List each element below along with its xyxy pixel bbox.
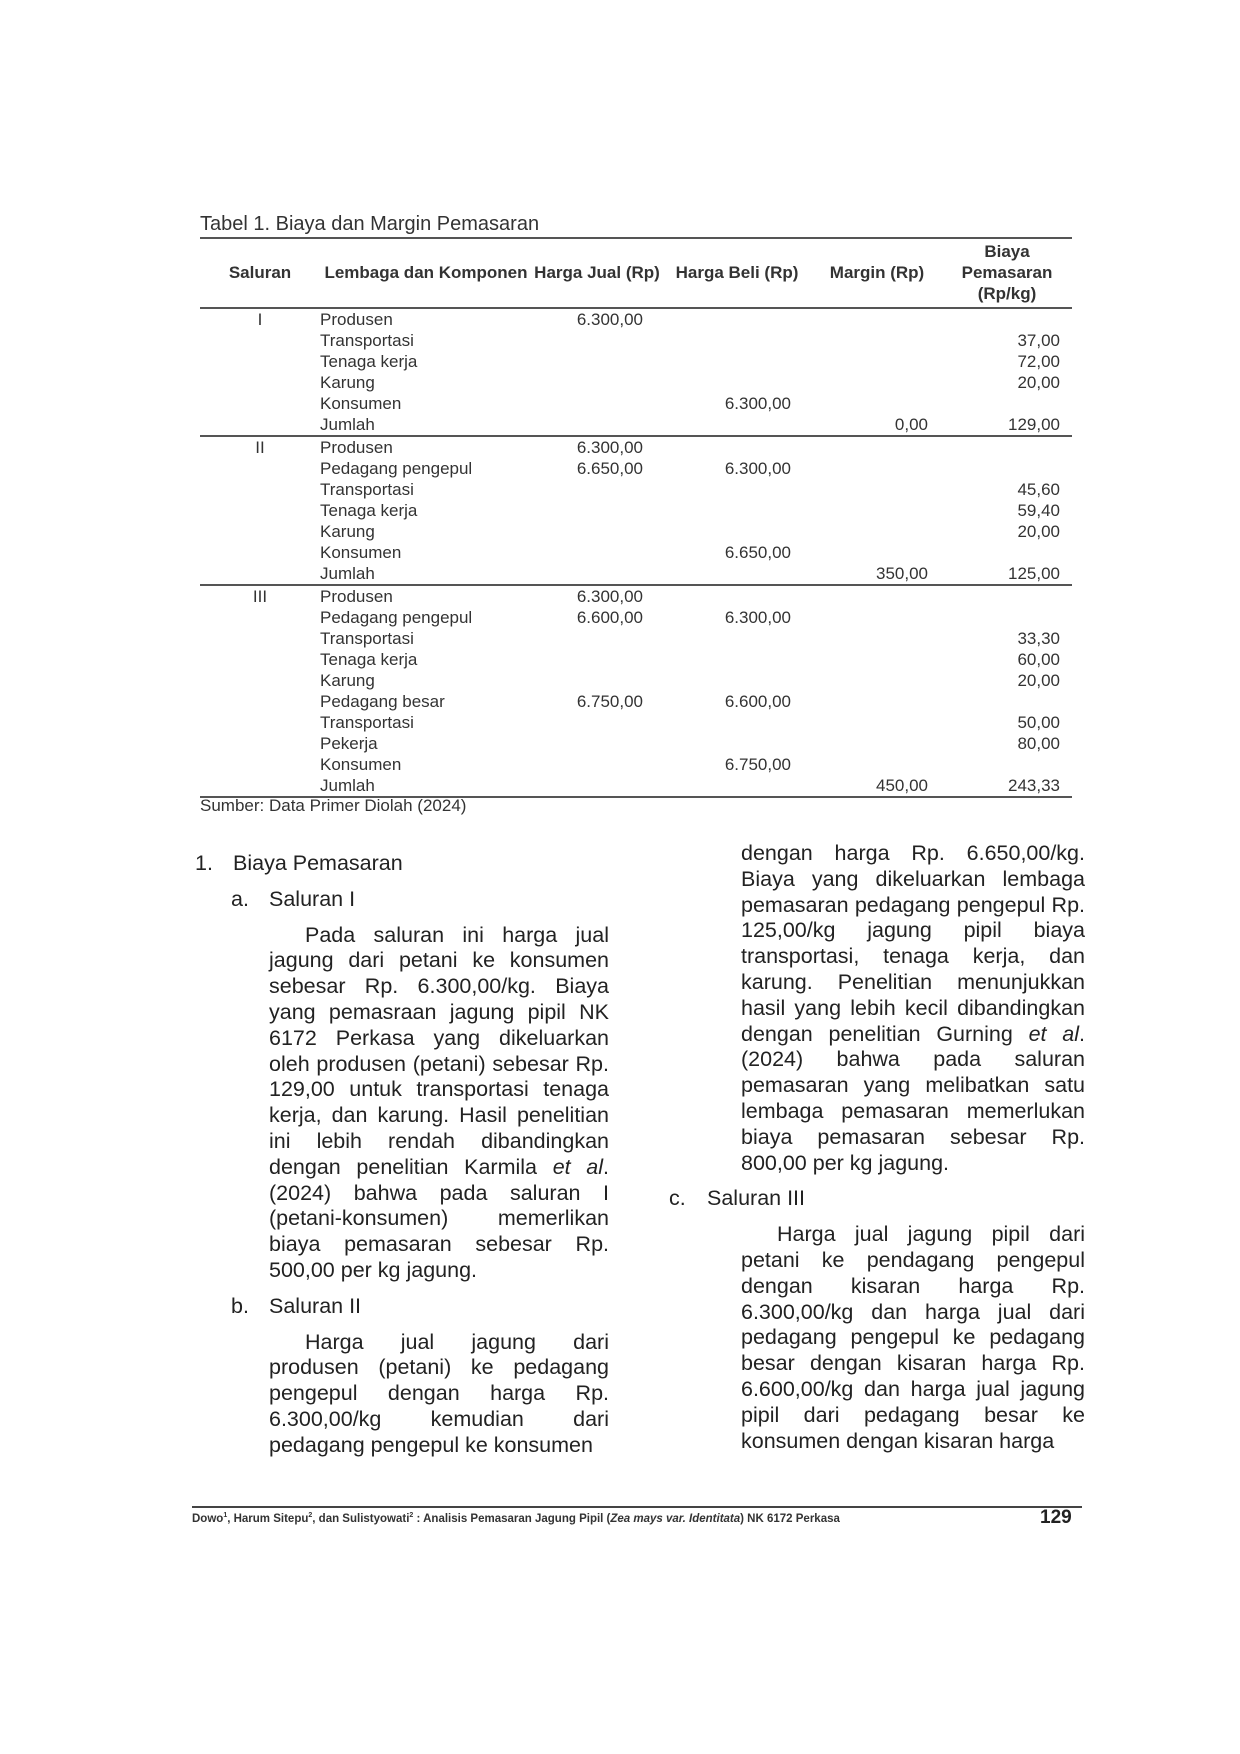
author-name: , Harum Sitepu: [227, 1512, 309, 1525]
table-row: [200, 393, 1072, 414]
paragraph-saluran-3: [741, 1222, 1085, 1454]
et-al-citation: et al: [1028, 1021, 1080, 1046]
cell-biaya: 125,00: [942, 563, 1072, 585]
cell-margin: [812, 733, 942, 754]
cell-saluran: II: [255, 438, 265, 457]
subheading-marker: a.: [231, 886, 249, 911]
cell-harga-beli: [662, 563, 812, 585]
cell-saluran: [200, 733, 320, 754]
table-row: [200, 372, 1072, 393]
cell-harga-beli: 6.750,00: [724, 755, 791, 774]
cell-margin: [812, 712, 942, 733]
cell-saluran: [200, 607, 320, 628]
cell-saluran: [200, 414, 320, 436]
cell-margin: [812, 628, 942, 649]
cell-harga-jual: [532, 330, 662, 351]
cell-margin: [812, 607, 942, 628]
cell-saluran: [200, 628, 320, 649]
cell-saluran: [200, 775, 320, 797]
cell-biaya: 33,30: [1017, 629, 1060, 648]
author-name: Dowo: [192, 1512, 224, 1525]
cell-harga-jual: [532, 775, 662, 797]
cell-margin: [812, 542, 942, 563]
table-row: [200, 563, 1072, 585]
cell-harga-jual: [532, 521, 662, 542]
paragraph-text: Harga jual jagung pipil dari petani ke pendagang pengepul dengan kisaran harga Rp. 6.300,00/kg dan harga jual dari pedagang pengepul ke pedagang besar dengan kisaran harga Rp. 6.600,00/kg dan harga jual jagung pipil dari pedagang besar ke konsumen dengan kisaran harga: [741, 1222, 1085, 1453]
cell-komponen: Transportasi: [320, 629, 414, 648]
cell-harga-jual: [532, 649, 662, 670]
cell-komponen: Produsen: [320, 310, 393, 329]
table-row: [200, 649, 1072, 670]
cell-komponen: Tenaga kerja: [320, 650, 418, 669]
cell-margin: [812, 479, 942, 500]
paragraph-saluran-2-start: [269, 1330, 609, 1459]
cell-komponen: Karung: [320, 671, 375, 690]
cell-saluran: [200, 500, 320, 521]
cell-saluran: [200, 458, 320, 479]
cell-biaya: 59,40: [1017, 501, 1060, 520]
cell-margin: [812, 308, 942, 330]
cell-margin: [812, 436, 942, 458]
author-affiliation: 2: [409, 1512, 414, 1519]
cell-saluran: [200, 542, 320, 563]
cell-biaya: [942, 585, 1072, 607]
table-source-note: Sumber: Data Primer Diolah (2024): [200, 796, 467, 815]
cell-biaya: 60,00: [1017, 650, 1060, 669]
cell-margin: [812, 670, 942, 691]
cell-harga-beli: 6.600,00: [724, 692, 791, 711]
cell-komponen: Tenaga kerja: [320, 501, 418, 520]
cell-harga-beli: 6.300,00: [724, 608, 791, 627]
cell-harga-jual: [532, 670, 662, 691]
heading-biaya-pemasaran: [195, 851, 609, 877]
cell-margin: [812, 521, 942, 542]
table-row: [200, 458, 1072, 479]
cell-harga-beli: [662, 308, 812, 330]
cell-harga-beli: 6.650,00: [724, 543, 791, 562]
paragraph-saluran-2-cont: [741, 841, 1085, 1176]
cell-biaya: 72,00: [1017, 352, 1060, 371]
cell-harga-beli: [662, 351, 812, 372]
cell-komponen: Produsen: [320, 438, 393, 457]
cell-margin: [812, 585, 942, 607]
subheading-marker: c.: [669, 1186, 686, 1211]
cell-margin: 350,00: [812, 563, 942, 585]
article-title: ) NK 6172 Perkasa: [740, 1512, 840, 1525]
cell-saluran: [200, 563, 320, 585]
article-title-italic: Zea mays var. Identitata: [610, 1512, 741, 1525]
cell-komponen: Produsen: [320, 587, 393, 606]
cell-harga-beli: [662, 330, 812, 351]
cell-harga-jual: [532, 563, 662, 585]
paragraph-text: . (2024) bahwa pada saluran pemasaran yang melibatkan satu lembaga pemasaran memerlukan biaya pemasaran sebesar Rp. 800,00 per kg jagung.: [741, 1021, 1086, 1175]
cell-harga-jual: [532, 372, 662, 393]
left-text-column: [195, 851, 609, 1469]
table-row: [200, 351, 1072, 372]
cell-harga-beli: [662, 372, 812, 393]
cell-harga-beli: [662, 521, 812, 542]
cell-komponen: Transportasi: [320, 713, 414, 732]
cell-harga-beli: [662, 649, 812, 670]
cell-komponen: Transportasi: [320, 331, 414, 350]
cell-harga-beli: [662, 479, 812, 500]
subheading-label: Saluran II: [269, 1293, 362, 1318]
table-header-row: [200, 238, 1072, 308]
cell-harga-beli: [662, 712, 812, 733]
table-row: [200, 754, 1072, 775]
cell-komponen: Konsumen: [320, 543, 402, 562]
cell-margin: [812, 754, 942, 775]
table-row: [200, 436, 1072, 458]
cell-margin: [812, 691, 942, 712]
cell-saluran: [200, 691, 320, 712]
cell-harga-beli: [662, 585, 812, 607]
cell-margin: [812, 500, 942, 521]
table-row: [200, 521, 1072, 542]
et-al-citation: et al: [552, 1154, 604, 1179]
cell-harga-jual: [532, 351, 662, 372]
cell-komponen: Pedagang besar: [320, 692, 445, 711]
cell-harga-beli: 6.300,00: [724, 394, 791, 413]
cell-saluran: [200, 670, 320, 691]
cell-biaya: 20,00: [1017, 522, 1060, 541]
cell-biaya: [942, 308, 1072, 330]
cell-saluran: [200, 351, 320, 372]
marketing-cost-table-container: [200, 237, 1072, 798]
header-biaya: Biaya Pemasaran (Rp/kg): [942, 238, 1072, 308]
cell-biaya: 20,00: [1017, 373, 1060, 392]
cell-saluran: [200, 393, 320, 414]
table-row: [200, 607, 1072, 628]
paragraph-saluran-1: [269, 923, 609, 1284]
cell-saluran: [200, 372, 320, 393]
heading-label: Biaya Pemasaran: [233, 851, 403, 875]
cell-biaya: 37,00: [1017, 331, 1060, 350]
author-affiliation: 2: [308, 1512, 313, 1519]
cell-harga-jual: [532, 628, 662, 649]
subheading-marker: b.: [231, 1293, 249, 1318]
cell-biaya: [942, 393, 1072, 414]
cell-harga-beli: [662, 414, 812, 436]
cell-harga-beli: [662, 500, 812, 521]
cell-saluran: [200, 712, 320, 733]
cell-biaya: [942, 436, 1072, 458]
cell-saluran: [200, 479, 320, 500]
cell-margin: [812, 330, 942, 351]
cell-komponen: Transportasi: [320, 480, 414, 499]
cell-harga-jual: 6.300,00: [576, 587, 643, 606]
cell-komponen: Pekerja: [320, 734, 378, 753]
table-row: [200, 308, 1072, 330]
cell-komponen: Konsumen: [320, 755, 402, 774]
header-harga-beli: Harga Beli (Rp): [662, 238, 812, 308]
cell-biaya: 50,00: [1017, 713, 1060, 732]
table-caption: Tabel 1. Biaya dan Margin Pemasaran: [200, 213, 540, 235]
cell-margin: 0,00: [812, 414, 942, 436]
right-text-column: [669, 841, 1086, 1464]
cell-harga-jual: 6.650,00: [576, 459, 643, 478]
table-row: [200, 414, 1072, 436]
cell-saluran: [200, 649, 320, 670]
paragraph-text: . (2024) bahwa pada saluran I (petani-konsumen) memerlikan biaya pemasaran sebesar Rp. 500,00 per kg jagung.: [269, 1154, 610, 1282]
table-row: [200, 775, 1072, 797]
cell-biaya: [942, 691, 1072, 712]
footer-divider: [192, 1506, 1082, 1508]
cell-saluran: III: [252, 587, 268, 606]
header-lembaga: Lembaga dan Komponen: [320, 238, 532, 308]
table-row: [200, 628, 1072, 649]
footer-running-title: [192, 1512, 840, 1525]
author-name: , dan Sulistyowati: [312, 1512, 410, 1525]
cell-margin: 450,00: [812, 775, 942, 797]
header-saluran: Saluran: [200, 238, 320, 308]
cell-harga-jual: [532, 542, 662, 563]
cell-komponen: Pedagang pengepul: [320, 608, 473, 627]
table-row: [200, 330, 1072, 351]
cell-margin: [812, 351, 942, 372]
paragraph-text: Pada saluran ini harga jual jagung dari petani ke konsumen sebesar Rp. 6.300,00/kg. Biaya yang pemasraan jagung pipil NK 6172 Perkasa yang dikeluarkan oleh produsen (petani) sebesar Rp. 129,00 untuk transportasi tenaga kerja, dan karung. Hasil penelitian ini lebih rendah dibandingkan dengan penelitian Karmila: [269, 922, 609, 1179]
table-row: [200, 691, 1072, 712]
heading-marker: 1.: [195, 851, 213, 875]
table-row: [200, 712, 1072, 733]
table-row: [200, 500, 1072, 521]
cell-komponen: Karung: [320, 522, 375, 541]
subheading-label: Saluran I: [269, 886, 356, 911]
cell-harga-jual: 6.300,00: [576, 310, 643, 329]
cell-biaya: 20,00: [1017, 671, 1060, 690]
cell-harga-beli: [662, 775, 812, 797]
cell-komponen: Jumlah: [320, 563, 532, 585]
cell-biaya: 45,60: [1017, 480, 1060, 499]
cell-biaya: [942, 542, 1072, 563]
table-body: [200, 308, 1072, 797]
cell-margin: [812, 372, 942, 393]
table-row: [200, 542, 1072, 563]
cell-harga-jual: [532, 393, 662, 414]
cell-biaya: 243,33: [942, 775, 1072, 797]
cell-harga-jual: [532, 733, 662, 754]
cell-saluran: [200, 754, 320, 775]
paragraph-text: Harga jual jagung dari produsen (petani) ke pedagang pengepul dengan harga Rp. 6.300,00/kg kemudian dari pedagang pengepul ke konsumen: [269, 1329, 609, 1457]
cell-harga-beli: [662, 436, 812, 458]
page-number: 129: [1040, 1507, 1072, 1528]
table-row: [200, 585, 1072, 607]
subheading-saluran-1: [195, 887, 609, 913]
cell-komponen: Karung: [320, 373, 375, 392]
header-harga-jual: Harga Jual (Rp): [532, 238, 662, 308]
cell-harga-jual: 6.750,00: [576, 692, 643, 711]
cell-biaya: 80,00: [1017, 734, 1060, 753]
header-margin: Margin (Rp): [812, 238, 942, 308]
cell-harga-jual: 6.300,00: [576, 438, 643, 457]
subheading-saluran-3: [669, 1186, 1085, 1212]
cell-saluran: [200, 330, 320, 351]
cell-harga-jual: [532, 500, 662, 521]
article-title: : Analisis Pemasaran Jagung Pipil (: [413, 1512, 611, 1525]
paragraph-text: dengan harga Rp. 6.650,00/kg. Biaya yang dikeluarkan lembaga pemasaran pedagang pengepul Rp. 125,00/kg jagung pipil biaya transportasi, tenaga kerja, dan karung. Penelitian menunjukkan hasil yang lebih kecil dibandingkan dengan penelitian Gurning: [741, 841, 1085, 1046]
table-row: [200, 479, 1072, 500]
cell-harga-beli: [662, 670, 812, 691]
cell-margin: [812, 649, 942, 670]
subheading-label: Saluran III: [707, 1186, 805, 1211]
cell-harga-jual: 6.600,00: [576, 608, 643, 627]
marketing-cost-table: [200, 237, 1072, 798]
table-row: [200, 733, 1072, 754]
cell-biaya: [942, 458, 1072, 479]
cell-komponen: Jumlah: [320, 775, 532, 797]
cell-komponen: Konsumen: [320, 394, 402, 413]
author-affiliation: 1: [223, 1512, 228, 1519]
cell-harga-jual: [532, 754, 662, 775]
cell-saluran: I: [257, 310, 263, 329]
cell-margin: [812, 393, 942, 414]
table-row: [200, 670, 1072, 691]
cell-biaya: [942, 607, 1072, 628]
cell-harga-beli: 6.300,00: [724, 459, 791, 478]
cell-biaya: 129,00: [942, 414, 1072, 436]
cell-komponen: Jumlah: [320, 414, 532, 436]
cell-harga-jual: [532, 712, 662, 733]
cell-harga-beli: [662, 628, 812, 649]
cell-komponen: Tenaga kerja: [320, 352, 418, 371]
cell-harga-beli: [662, 733, 812, 754]
cell-harga-jual: [532, 479, 662, 500]
cell-margin: [812, 458, 942, 479]
cell-biaya: [942, 754, 1072, 775]
cell-komponen: Pedagang pengepul: [320, 459, 473, 478]
subheading-saluran-2: [195, 1294, 609, 1320]
cell-harga-jual: [532, 414, 662, 436]
cell-saluran: [200, 521, 320, 542]
